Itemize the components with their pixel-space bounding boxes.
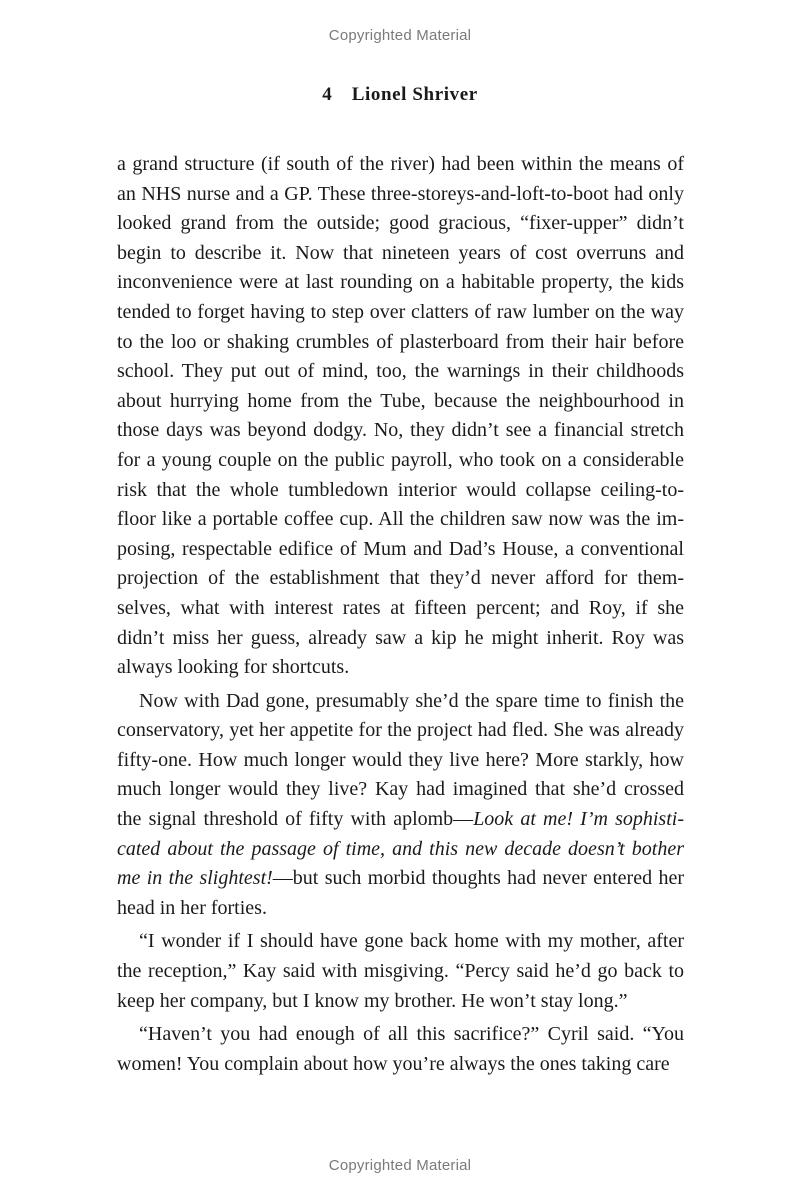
paragraph [117,687,684,924]
copyright-watermark-top: Copyrighted Material [328,27,472,44]
paragraph: “I wonder if I should have gone back home with my mother, after the reception,” Kay said with misgiving. “Percy said he’d go back to keep her company, but I know my brother. He won’t stay long.” [117,930,684,1012]
running-header [0,84,800,106]
paragraph: “Haven’t you had enough of all this sacrifice?” Cyril said. “You women! You complain about how you’re always the ones taking care [117,1023,684,1075]
body-text [117,150,684,1083]
paragraph-text: —but such morbid thoughts had never entered her head in her forties. [117,867,685,919]
paragraph: a grand structure (if south of the river) had been within the means of an NHS nurse and a GP. These three-storeys-and-loft-to-boot had only looked grand from the outside; good gracious, “fixer-upper” didn’t begin to describe it. Now that nineteen years of cost overruns and inconvenience were at last rounding on a habitable property, the kids tended to forget having to step over clatters of raw lumber on the way to the loo or shaking crumbles of plasterboard from their hair before school. They put out of mind, too, the warnings in their childhoods about hurrying home from the Tube, because the neighbourhood in those days was beyond dodgy. No, they didn’t see a financial stretch for a young couple on the public payroll, who took on a considerable risk that the whole tumbledown interior would collapse ceiling-to-floor like a portable coffee cup. All the children saw now was the imposing, respectable edifice of Mum and Dad’s House, a conventional projection of the establishment that they’d never afford for themselves, what with interest rates at fifteen percent; and Roy, if she didn’t miss her guess, already saw a kip he might inherit. Roy was always looking for shortcuts. [117,153,684,679]
author-name: Lionel Shriver [351,84,478,105]
page-number: 4 [322,84,333,105]
italic-thought: Look at me! I’m sophisticated about the passage of time, and this new decade doesn’t bother me in the slightest! [117,808,684,890]
paragraph-text: Now with Dad gone, presumably she’d the spare time to finish the conservatory, yet her appetite for the project had fled. She was already fifty-one. How much longer would they live here? More starkly, how much longer would they live? Kay had imagined that she’d crossed the signal threshold of fifty with aplomb— [117,689,684,831]
copyright-watermark-bottom: Copyrighted Material [328,1157,472,1174]
